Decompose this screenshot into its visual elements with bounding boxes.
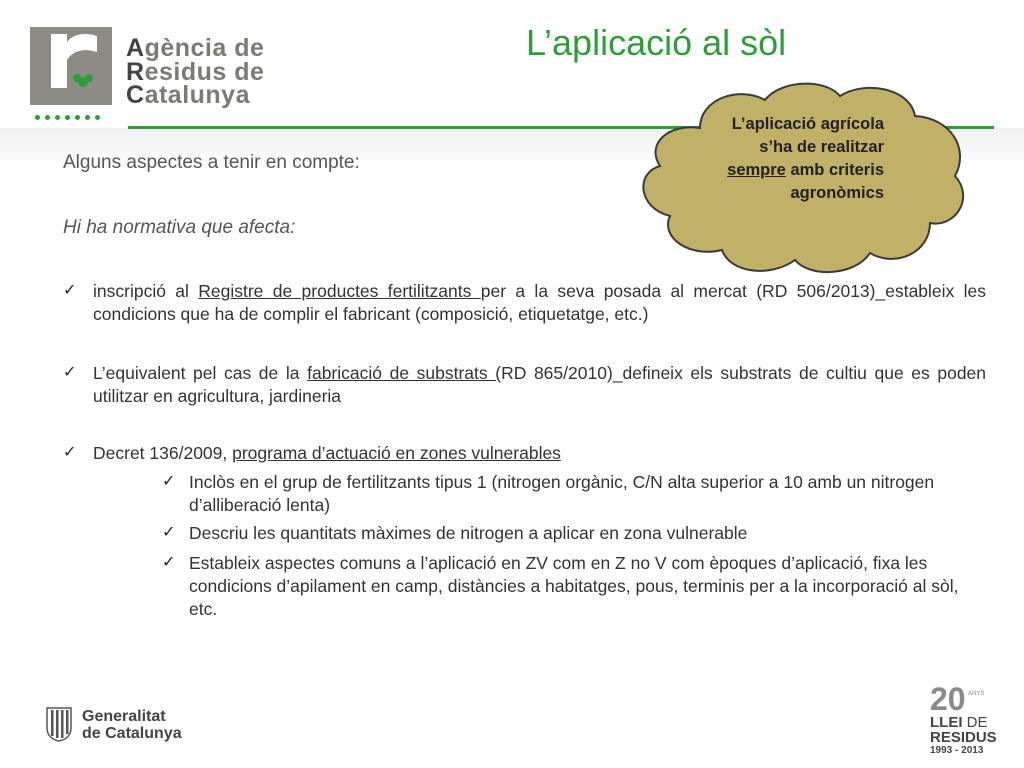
- bullet-text: Decret 136/2009, programa d’actuació en zones vulnerables: [93, 443, 561, 463]
- bullet-text: inscripció al Registre de productes fertilitzants per a la seva posada al mercat (RD 506/2013)_estableix les condicions que ha de complir el fabricant (composició, etiquetatge, etc.): [93, 281, 986, 324]
- llei-residus-logo: 20 ANYS LLEI DE RESIDUS 1993 - 2013: [930, 681, 997, 756]
- agency-name-line3: Catalunya: [126, 81, 250, 109]
- sub-bullet-text: Inclòs en el grup de fertilitzants tipus 1 (nitrogen orgànic, C/N alta superior a 10 amb un nitrogen d’alliberació lenta): [189, 472, 935, 515]
- zones-vulnerables-link: programa d’actuació en zones vulnerables: [232, 443, 561, 463]
- check-icon: ✓: [162, 473, 176, 490]
- check-icon: ✓: [63, 364, 77, 381]
- check-icon: ✓: [63, 444, 77, 461]
- page-title: L’aplicació al sòl: [526, 22, 787, 63]
- substrats-link: fabricació de substrats (: [307, 363, 502, 383]
- sub-bullet-text: Descriu les quantitats màximes de nitrogen a aplicar en zona vulnerable: [189, 523, 748, 543]
- agency-logo-r-icon: [47, 30, 105, 92]
- registre-link: Registre de productes fertilitzants: [198, 281, 481, 301]
- cloud-callout-text: L’aplicació agrícola s’ha de realitzar sempre amb criteris agronòmics: [727, 115, 884, 202]
- logo-dots: [35, 107, 105, 125]
- sub-bullet-text: Estableix aspectes comuns a l’aplicació en ZV com en Z no V com èpoques d’aplicació, fixa les condicions d’apilament en camp, distàncies a habitatges, pous, terminis per a la incorporació al sòl, etc.: [189, 553, 959, 619]
- intro-text: Alguns aspectes a tenir en compte:: [63, 152, 360, 173]
- agency-name-line2: Residus de: [126, 58, 265, 86]
- agency-name-line1: Agència de: [126, 34, 265, 62]
- bullet-text: L’equivalent pel cas de la fabricació de substrats (RD 865/2010)_defineix els substrats de cultiu que es poden utilitzar en agricultura, jardineria: [93, 363, 987, 406]
- llei-anniversary-number: 20: [930, 681, 966, 717]
- check-icon: ✓: [162, 554, 176, 571]
- generalitat-emblem-icon: [45, 706, 73, 742]
- normativa-subheading: Hi ha normativa que afecta:: [63, 217, 296, 238]
- check-icon: ✓: [63, 282, 77, 299]
- check-icon: ✓: [162, 524, 176, 541]
- generalitat-logo-text: Generalitat de Catalunya: [82, 708, 182, 742]
